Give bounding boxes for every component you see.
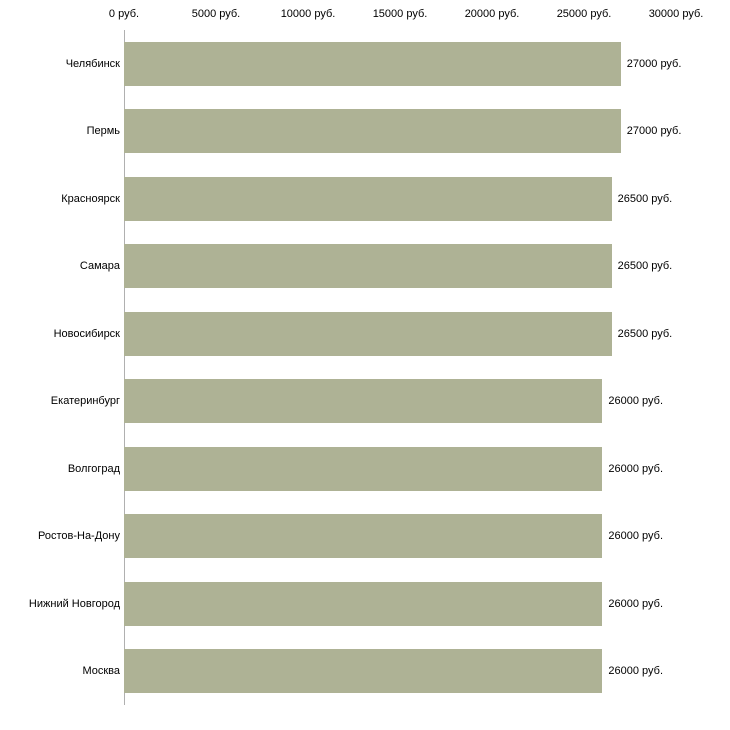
bar <box>124 582 602 626</box>
bar-row <box>0 514 730 558</box>
x-axis-tick-label: 5000 руб. <box>191 8 241 20</box>
bar <box>124 177 612 221</box>
bar-row <box>0 177 730 221</box>
bar <box>124 649 602 693</box>
plot-area <box>0 30 730 705</box>
bar-value-label: 26000 руб. <box>608 462 664 475</box>
bar <box>124 42 621 86</box>
bar-row <box>0 244 730 288</box>
bar-value-label: 26000 руб. <box>608 665 664 678</box>
bar-value-label: 27000 руб. <box>626 125 682 138</box>
bar-value-label: 26000 руб. <box>608 395 664 408</box>
x-axis <box>0 0 730 30</box>
x-axis-tick-label: 15000 руб. <box>372 8 428 20</box>
bar-row <box>0 582 730 626</box>
category-label: Новосибирск <box>53 327 120 340</box>
category-label: Волгоград <box>67 462 120 475</box>
bar-value-label: 26000 руб. <box>608 530 664 543</box>
category-label: Ростов-На-Дону <box>37 530 120 543</box>
category-label: Красноярск <box>61 192 120 205</box>
bar-row <box>0 379 730 423</box>
x-axis-tick-label: 10000 руб. <box>280 8 336 20</box>
bar <box>124 379 602 423</box>
bar-row <box>0 447 730 491</box>
x-axis-tick-label: 20000 руб. <box>464 8 520 20</box>
bar-value-label: 26000 руб. <box>608 597 664 610</box>
bar-row <box>0 109 730 153</box>
category-label: Самара <box>79 260 120 273</box>
bar <box>124 244 612 288</box>
bar-value-label: 26500 руб. <box>617 260 673 273</box>
bar <box>124 312 612 356</box>
x-axis-tick-label: 30000 руб. <box>648 8 704 20</box>
bar-value-label: 26500 руб. <box>617 192 673 205</box>
bar-row <box>0 649 730 693</box>
bar-value-label: 27000 руб. <box>626 57 682 70</box>
bar <box>124 514 602 558</box>
category-label: Пермь <box>86 125 120 138</box>
bar <box>124 447 602 491</box>
category-label: Челябинск <box>65 57 120 70</box>
category-label: Нижний Новгород <box>28 597 120 610</box>
bar-row <box>0 312 730 356</box>
bar-value-label: 26500 руб. <box>617 327 673 340</box>
category-label: Москва <box>82 665 120 678</box>
category-label: Екатеринбург <box>50 395 120 408</box>
x-axis-tick-label: 25000 руб. <box>556 8 612 20</box>
bar-row <box>0 42 730 86</box>
bar <box>124 109 621 153</box>
x-axis-tick-label: 0 руб. <box>108 8 140 20</box>
